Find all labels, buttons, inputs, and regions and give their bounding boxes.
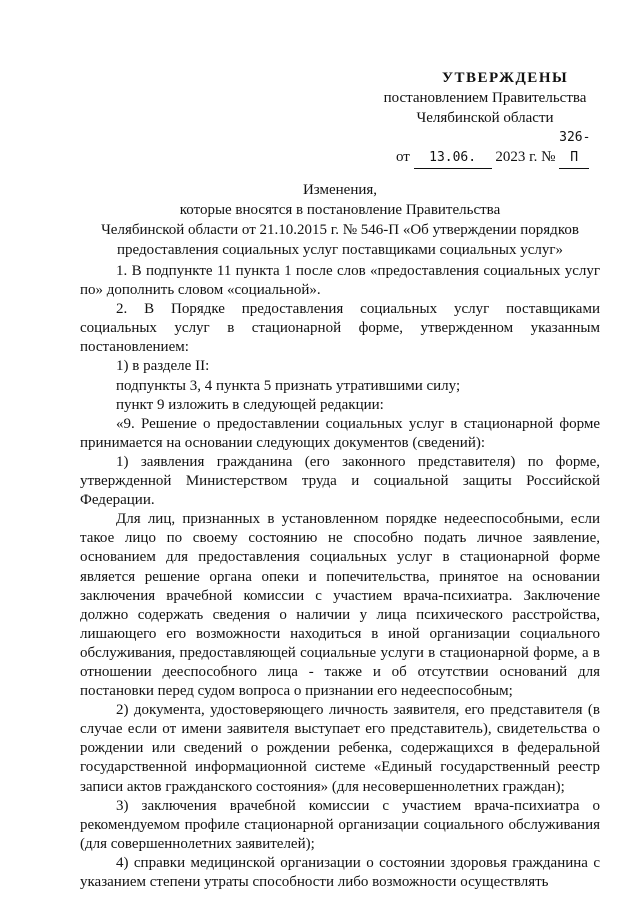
- paragraph: 2) документа, удостоверяющего личность заявителя, его представителя (в случае если от имени заявителя выступает его представитель), свидетельства о рождении или сведений о рождении ребенка, содержащихся в федеральной государственной информационной системе «Единый государственный реестр записи актов гражданского состояния» (для несовершеннолетних граждан);: [80, 702, 600, 795]
- paragraph: 4) справки медицинской организации о состоянии здоровья гражданина с указанием степени утраты способности либо возможности осуществлять: [80, 854, 600, 890]
- document-title: [80, 180, 600, 260]
- paragraph: подпункты 3, 4 пункта 5 признать утратившими силу;: [116, 377, 461, 394]
- paragraph: 1) заявления гражданина (его законного представителя) по форме, утвержденной Министерством труда и социальной защиты Российской Федерации.: [80, 453, 600, 509]
- paragraph: 1. В подпункте 11 пункта 1 после слов «предоставления социальных услуг по» дополнить словом «социальной».: [80, 263, 600, 299]
- approval-date: 13.06.: [414, 148, 492, 169]
- title-line-4: предоставления социальных услуг поставщиками социальных услуг»: [116, 242, 564, 258]
- paragraph: 1) в разделе II:: [116, 358, 210, 375]
- approval-date-line: [360, 128, 610, 169]
- document-body: [80, 262, 600, 892]
- title-line-3: Челябинской области от 21.10.2015 г. № 546-П «Об утверждении порядков: [101, 222, 579, 238]
- approval-stamp: [360, 68, 610, 169]
- paragraph: «9. Решение о предоставлении социальных услуг в стационарной форме принимается на основании следующих документов (сведений):: [80, 415, 600, 451]
- title-line-1: Изменения,: [302, 182, 378, 198]
- approval-date-prefix: от: [396, 149, 410, 165]
- paragraph: 3) заключения врачебной комиссии с участием врача-психиатра о рекомендуемом профиле стационарной организации социального обслуживания (для совершеннолетних заявителей);: [80, 797, 600, 852]
- approval-number: 326-П: [559, 128, 589, 169]
- approval-year-text: 2023 г. №: [495, 149, 556, 165]
- approval-title: УТВЕРЖДЕНЫ: [442, 70, 569, 86]
- approval-line-1: постановлением Правительства: [383, 90, 587, 106]
- title-line-2: которые вносятся в постановление Правительства: [179, 202, 501, 218]
- paragraph: Для лиц, признанных в установленном порядке недееспособными, если такое лицо по своему состоянию не способно подать личное заявление, основанием для предоставления социальных услуг в стационарной форме является решение органа опеки и попечительства, принятое на основании заключения врачебной комиссии с участием врача-психиатра. Заключение должно содержать сведения о наличии у лица психического расстройства, лишающего его возможности находиться в иной организации социального обслуживания, предоставляющей социальные услуги в стационарной форме, а в отношении дееспособного лица - также и об отсутствии оснований для постановки перед судом вопроса о признании его недееспособным;: [80, 511, 600, 700]
- approval-line-2: Челябинской области: [416, 110, 554, 126]
- paragraph: 2. В Порядке предоставления социальных услуг поставщиками социальных услуг в стационарной форме, утвержденном указанным постановлением:: [80, 301, 600, 356]
- paragraph: пункт 9 изложить в следующей редакции:: [116, 396, 384, 413]
